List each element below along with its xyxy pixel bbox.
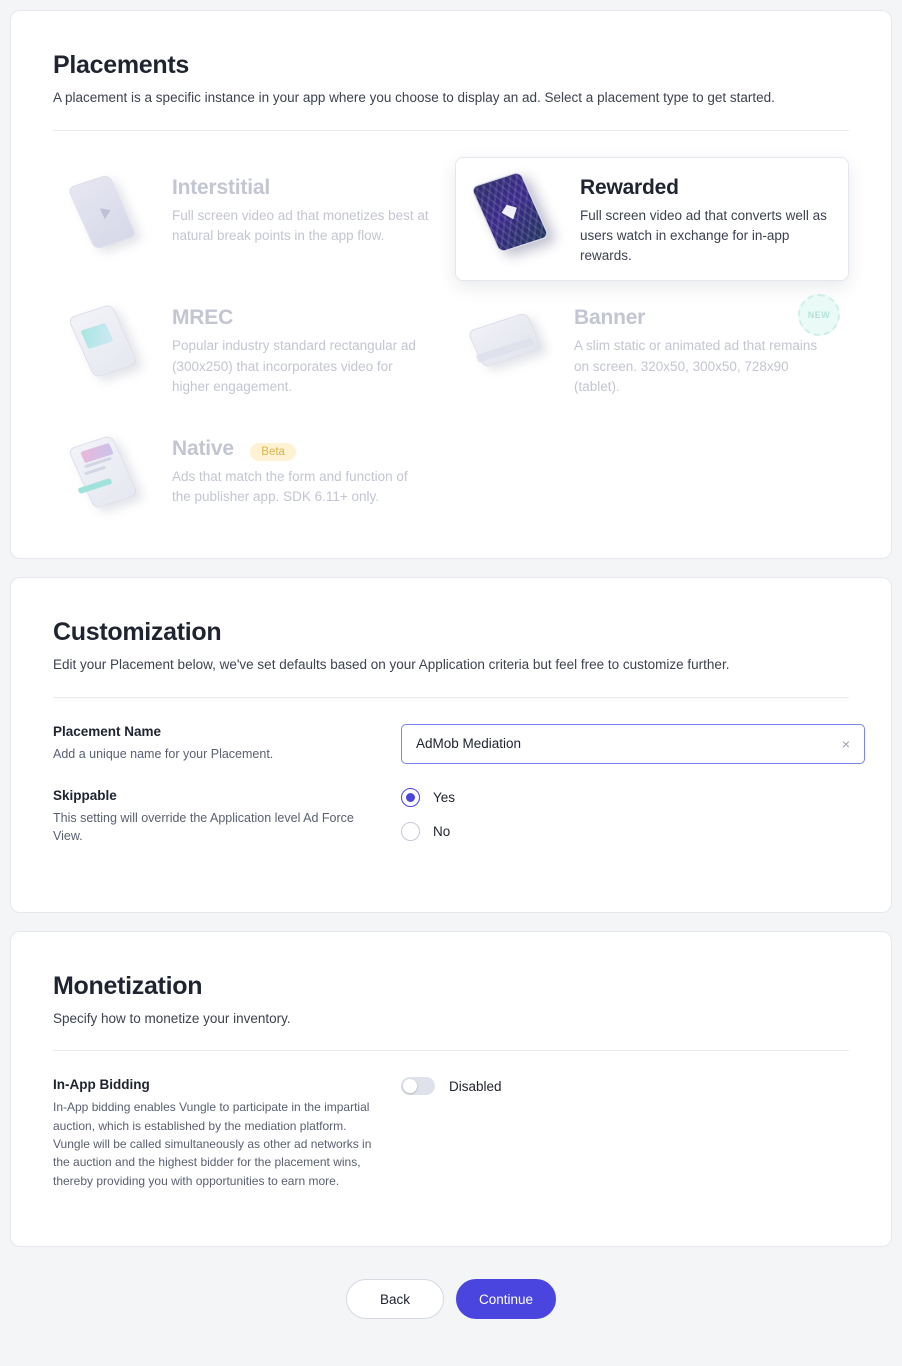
monetization-subtitle: Specify how to monetize your inventory. xyxy=(53,1010,291,1026)
customization-title: Customization xyxy=(53,618,222,647)
placements-divider xyxy=(53,130,849,131)
placement-type-desc: Popular industry standard rectangular ad (300x250) that incorporates video for higher engagement. xyxy=(172,338,416,394)
toggle-icon[interactable] xyxy=(401,1077,435,1095)
placement-name-label: Placement Name xyxy=(53,723,162,739)
continue-button[interactable]: Continue xyxy=(456,1279,556,1319)
placement-type-desc: Full screen video ad that converts well as users watch in exchange for in-app rewards. xyxy=(580,207,827,264)
in-app-bidding-toggle-row[interactable] xyxy=(401,1077,849,1095)
in-app-bidding-row xyxy=(53,1077,849,1190)
placements-subtitle: A placement is a specific instance in your app where you choose to display an ad. Select a placement type to get started. xyxy=(53,90,775,105)
placement-type-name: MREC xyxy=(172,306,234,330)
placement-name-input[interactable] xyxy=(414,735,840,752)
in-app-bidding-label: In-App Bidding xyxy=(53,1077,150,1093)
placement-type-mrec[interactable] xyxy=(53,287,447,412)
beta-badge: Beta xyxy=(250,443,296,461)
in-app-bidding-state: Disabled xyxy=(449,1078,502,1094)
native-illustration-icon xyxy=(62,433,158,511)
monetization-title: Monetization xyxy=(53,971,203,1000)
placement-type-name: Banner xyxy=(574,306,646,330)
placement-name-row xyxy=(53,724,849,764)
skippable-hint: This setting will override the Application level Ad Force View. xyxy=(53,810,354,843)
skippable-option-no[interactable] xyxy=(401,822,849,841)
monetization-divider xyxy=(53,1050,849,1051)
clear-icon[interactable]: × xyxy=(841,735,850,752)
skippable-option-label: No xyxy=(433,823,451,839)
placements-title: Placements xyxy=(53,51,189,79)
placement-type-native[interactable] xyxy=(53,418,447,526)
placement-type-desc: Full screen video ad that monetizes best at natural break points in the app flow. xyxy=(172,207,429,243)
skippable-option-yes[interactable] xyxy=(401,788,849,807)
wizard-footer xyxy=(10,1265,892,1347)
placement-name-hint: Add a unique name for your Placement. xyxy=(53,746,274,761)
placement-type-name: Rewarded xyxy=(580,175,679,199)
customization-card xyxy=(10,577,892,913)
customization-divider xyxy=(53,697,849,698)
placement-type-name: Interstitial xyxy=(172,175,270,199)
customization-subtitle: Edit your Placement below, we've set defaults based on your Application criteria but feel free to customize further. xyxy=(53,657,730,673)
banner-illustration-icon xyxy=(464,302,560,380)
placement-name-input-wrapper[interactable] xyxy=(401,724,865,764)
new-badge-icon: NEW xyxy=(798,294,840,336)
interstitial-illustration-icon xyxy=(62,172,158,250)
rewarded-illustration-icon xyxy=(470,172,566,250)
placement-type-desc: A slim static or animated ad that remains on screen. 320x50, 300x50, 728x90 (tablet). xyxy=(574,338,818,394)
skippable-option-label: Yes xyxy=(433,789,456,805)
mrec-illustration-icon xyxy=(62,302,158,380)
monetization-card xyxy=(10,931,892,1248)
back-button[interactable]: Back xyxy=(346,1279,444,1319)
placement-type-name: Native xyxy=(172,437,234,461)
radio-icon-yes[interactable] xyxy=(401,788,420,807)
skippable-row xyxy=(53,788,849,856)
in-app-bidding-hint: In-App bidding enables Vungle to participate in the impartial auction, which is established by the mediation platform. Vungle will be called simultaneously as other ad networks in the auction and the highest bidder for the placement wins, thereby providing you with opportunities to earn more. xyxy=(53,1100,372,1188)
placement-type-rewarded[interactable] xyxy=(455,157,849,282)
skippable-label: Skippable xyxy=(53,787,117,803)
placements-card xyxy=(10,10,892,559)
radio-icon-no[interactable] xyxy=(401,822,420,841)
placement-type-banner[interactable] xyxy=(455,287,849,412)
placement-type-interstitial[interactable] xyxy=(53,157,447,282)
placement-type-desc: Ads that match the form and function of the publisher app. SDK 6.11+ only. xyxy=(172,469,408,505)
placement-type-grid xyxy=(53,157,849,527)
